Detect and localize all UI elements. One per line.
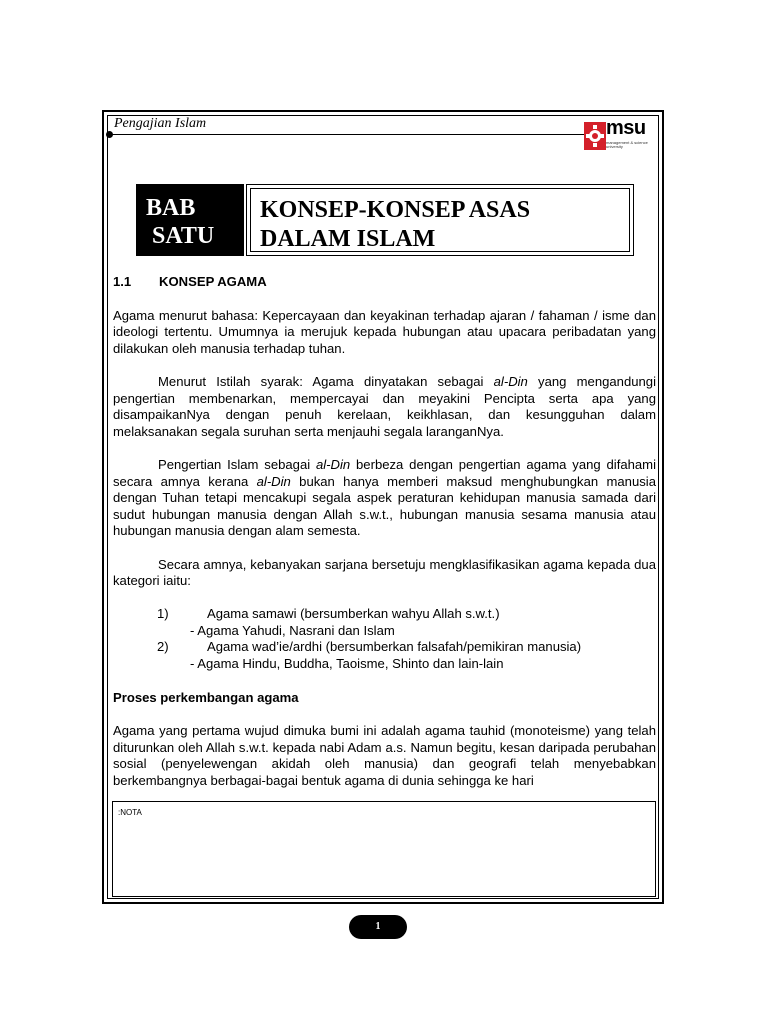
page-header: [102, 110, 664, 170]
p2-term: al-Din: [493, 373, 528, 389]
p3-term-2: al-Din: [256, 473, 291, 489]
p3-term-1: al-Din: [315, 456, 351, 472]
chapter-label: [136, 184, 244, 256]
list-item-sub: - Agama Yahudi, Nasrani dan Islam: [190, 622, 395, 638]
paragraph-definition-syarak: [113, 374, 656, 440]
paragraph-classification: Secara amnya, kebanyakan sarjana bersetuju mengklasifikasikan agama kepada dua kategori iaitu:: [113, 556, 656, 589]
list-item: [113, 639, 656, 656]
course-title: Pengajian Islam: [114, 116, 207, 131]
list-item: [113, 606, 656, 623]
notes-label: :NOTA: [118, 808, 142, 817]
logo-subtitle: management & science university: [606, 140, 648, 149]
p2-text-a: Menurut Istilah syarak: Agama dinyatakan sebagai: [158, 373, 494, 389]
p2-text-b: yang mengandungi pengertian membenarkan, mempercayai dan meyakini Pencipta serta apa yang disampaikanNya dengan penuh kerelaan, keikhlasan, dan kesungguhan dalam melaksanakan segala suruhan serta menjauhi segala laranganNya.: [113, 373, 657, 439]
subheading-development: Proses perkembangan agama: [113, 689, 299, 705]
section-number: 1.1: [113, 274, 132, 289]
category-list: [113, 606, 656, 672]
list-item-text: Agama samawi (bersumberkan wahyu Allah s.w.t.): [207, 606, 500, 622]
body-content: [113, 274, 656, 790]
p3-text-c: bukan hanya memberi maksud menghubungkan manusia dengan Tuhan tetapi mencakupi segala aspek peraturan kehidupan manusia samada dari sudut hubungan manusia dengan Allah s.w.t., hubungan manusia sesama manusia atau hubungan manusia dengan alam semesta.: [113, 473, 656, 539]
p3-text-b: berbeza dengan pengertian agama yang difahami secara amnya kerana: [113, 456, 656, 489]
section-title: KONSEP AGAMA: [159, 274, 267, 289]
notes-box[interactable]: [112, 801, 656, 897]
chapter-title: [250, 188, 630, 252]
header-rule: [108, 134, 584, 135]
paragraph-development: Agama yang pertama wujud dimuka bumi ini adalah agama tauhid (monoteisme) yang telah diturunkan oleh Allah s.w.t. kepada nabi Adam a.s. Namun begitu, kesan daripada perubahan sosial (penyelewengan akidah oleh manusia) dan geografi telah menyebabkan berkembangnya berbagai-bagai bentuk agama di dunia sehingga ke hari: [113, 723, 656, 789]
list-item-text: Agama wad’ie/ardhi (bersumberkan falsafah/pemikiran manusia): [207, 639, 582, 655]
chapter-title-line2: DALAM ISLAM: [260, 226, 436, 252]
msu-logo-icon: [584, 122, 606, 150]
page-number: 1: [349, 915, 407, 939]
chapter-label-line2: SATU: [152, 223, 215, 249]
paragraph-definition-language: Agama menurut bahasa: Kepercayaan dan keyakinan terhadap ajaran / fahaman / isme dan ideologi tertentu. Umumnya ia merujuk kepada hubungan atau upacara peribadatan yang dilakukan oleh manusia terhadap tuhan.: [113, 307, 656, 356]
chapter-label-line1: BAB: [146, 195, 196, 221]
list-item-number: 1): [157, 606, 169, 622]
chapter-heading: [136, 184, 634, 256]
list-item-sub: - Agama Hindu, Buddha, Taoisme, Shinto dan lain-lain: [190, 656, 504, 672]
section-heading: [113, 274, 656, 291]
p3-text-a: Pengertian Islam sebagai: [158, 456, 316, 472]
list-item-number: 2): [157, 639, 169, 655]
paragraph-islam-al-din: [113, 457, 656, 540]
chapter-title-box: [246, 184, 634, 256]
msu-logo: [584, 117, 656, 150]
chapter-title-line1: KONSEP-KONSEP ASAS: [260, 197, 531, 223]
logo-text: msu: [606, 117, 646, 139]
